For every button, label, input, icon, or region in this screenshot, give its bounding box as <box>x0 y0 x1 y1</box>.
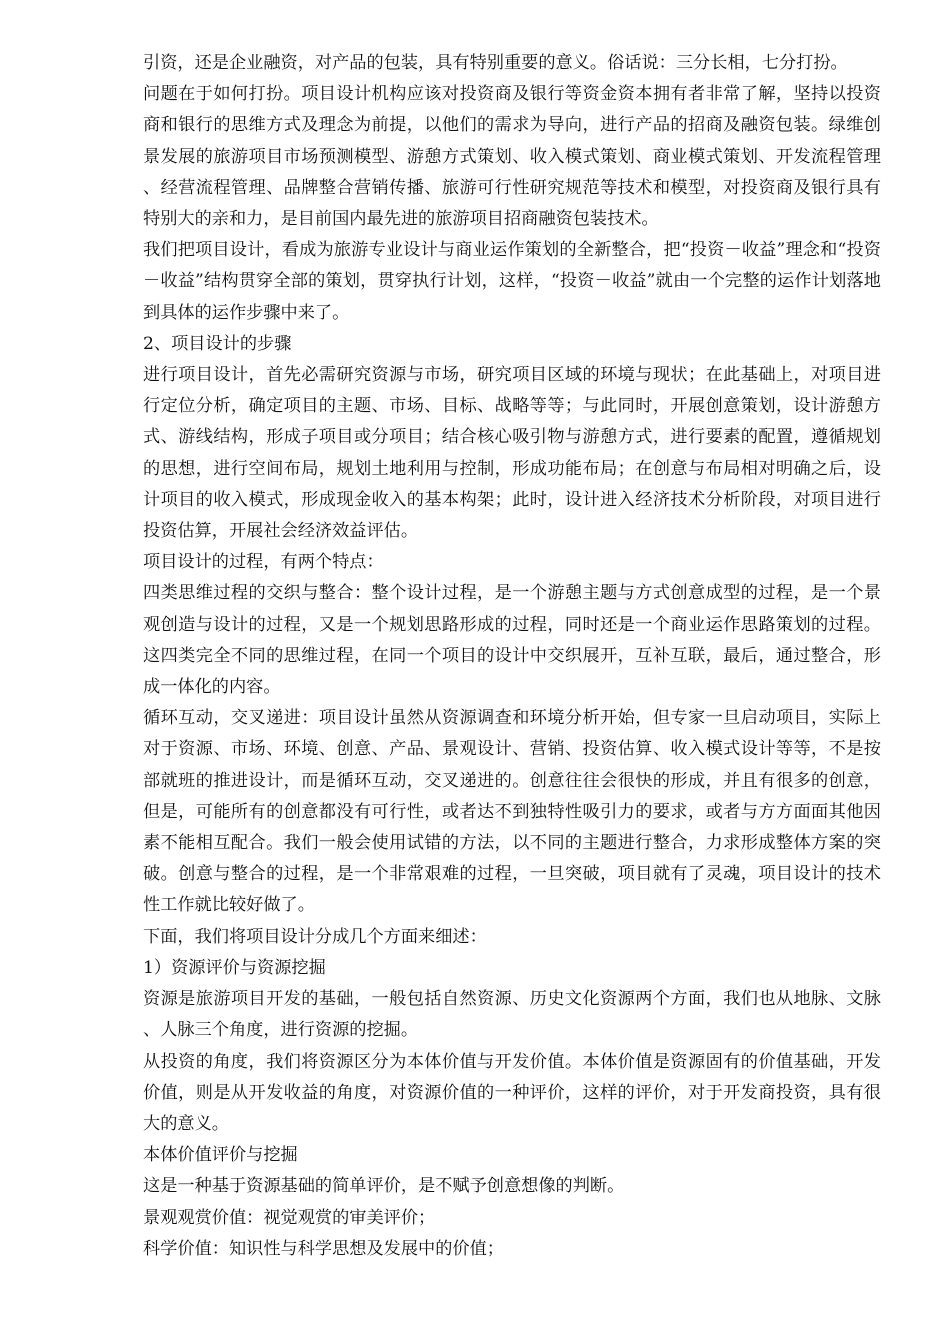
paragraph-cyclic-interaction: 循环互动，交叉递进：项目设计虽然从资源调查和环境分析开始，但专家一旦启动项目，实际上对于资源、市场、环境、创意、产品、景观设计、营销、投资估算、收入模式设计等等，不是按部就班的推进设计，而是循环互动，交叉递进的。创意往往会很快的形成，并且有很多的创意，但是，可能所有的创意都没有可行性，或者达不到独特性吸引力的要求，或者与方方面面其他因素不能相互配合。我们一般会使用试错的方法，以不同的主题进行整合，力求形成整体方案的突破。创意与整合的过程，是一个非常艰难的过程，一旦突破，项目就有了灵魂，项目设计的技术性工作就比较好做了。 <box>143 708 881 916</box>
paragraph-investment-return: 我们把项目设计，看成为旅游专业设计与商业运作策划的全新整合，把“投资－收益”理念和“投资－收益”结构贯穿全部的策划，贯穿执行计划，这样，“投资－收益”就由一个完整的运作计划落地到具体的运作步骤中来了。 <box>143 240 881 323</box>
paragraph-investment-perspective: 从投资的角度，我们将资源区分为本体价值与开发价值。本体价值是资源固有的价值基础，开发价值，则是从开发收益的角度，对资源价值的一种评价，这样的评价，对于开发商投资，具有很大的意义。 <box>143 1051 881 1134</box>
subheading-resource-evaluation: 1）资源评价与资源挖掘 <box>143 957 326 978</box>
section-heading-design-steps: 2、项目设计的步骤 <box>143 333 292 354</box>
paragraph-financing-packaging: 引资，还是企业融资，对产品的包装，具有特别重要的意义。俗话说：三分长相，七分打扮。 <box>143 53 848 73</box>
paragraph-how-to-dress-up: 问题在于如何打扮。项目设计机构应该对投资商及银行等资金资本拥有者非常了解，坚持以投资商和银行的思维方式及理念为前提，以他们的需求为导向，进行产品的招商及融资包装。绿维创景发展的旅游项目市场预测模型、游憩方式策划、收入模式策划、商业模式策划、开发流程管理、经营流程管理、品牌整合营销传播、旅游可行性研究规范等技术和模型，对投资商及银行具有特别大的亲和力，是目前国内最先进的旅游项目招商融资包装技术。 <box>143 84 881 230</box>
paragraph-aspects-intro: 下面，我们将项目设计分成几个方面来细述： <box>143 926 487 947</box>
paragraph-resource-basis: 资源是旅游项目开发的基础，一般包括自然资源、历史文化资源两个方面，我们也从地脉、文脉、人脉三个角度，进行资源的挖掘。 <box>143 989 881 1041</box>
document-page <box>143 48 881 1265</box>
paragraph-two-features: 项目设计的过程，有两个特点： <box>143 552 384 573</box>
list-item-scientific-value: 科学价值：知识性与科学思想及发展中的价值； <box>143 1238 504 1259</box>
paragraph-four-thinking-processes: 四类思维过程的交织与整合：整个设计过程，是一个游憩主题与方式创意成型的过程，是一个景观创造与设计的过程，又是一个规划思路形成的过程，同时还是一个商业运作思路策划的过程。这四类完全不同的思维过程，在同一个项目的设计中交织展开，互补互联，最后，通过整合，形成一体化的内容。 <box>143 583 881 698</box>
list-item-landscape-value: 景观观赏价值：视觉观赏的审美评价； <box>143 1207 436 1228</box>
paragraph-simple-evaluation: 这是一种基于资源基础的简单评价，是不赋予创意想像的判断。 <box>143 1176 625 1197</box>
subheading-intrinsic-value: 本体价值评价与挖掘 <box>143 1145 298 1166</box>
paragraph-design-process: 进行项目设计，首先必需研究资源与市场，研究项目区域的环境与现状；在此基础上，对项目进行定位分析，确定项目的主题、市场、目标、战略等等；与此同时，开展创意策划，设计游憩方式、游线结构，形成子项目或分项目；结合核心吸引物与游憩方式，进行要素的配置，遵循规划的思想，进行空间布局，规划土地利用与控制，形成功能布局；在创意与布局相对明确之后，设计项目的收入模式，形成现金收入的基本构架；此时，设计进入经济技术分析阶段，对项目进行投资估算，开展社会经济效益评估。 <box>143 365 881 542</box>
